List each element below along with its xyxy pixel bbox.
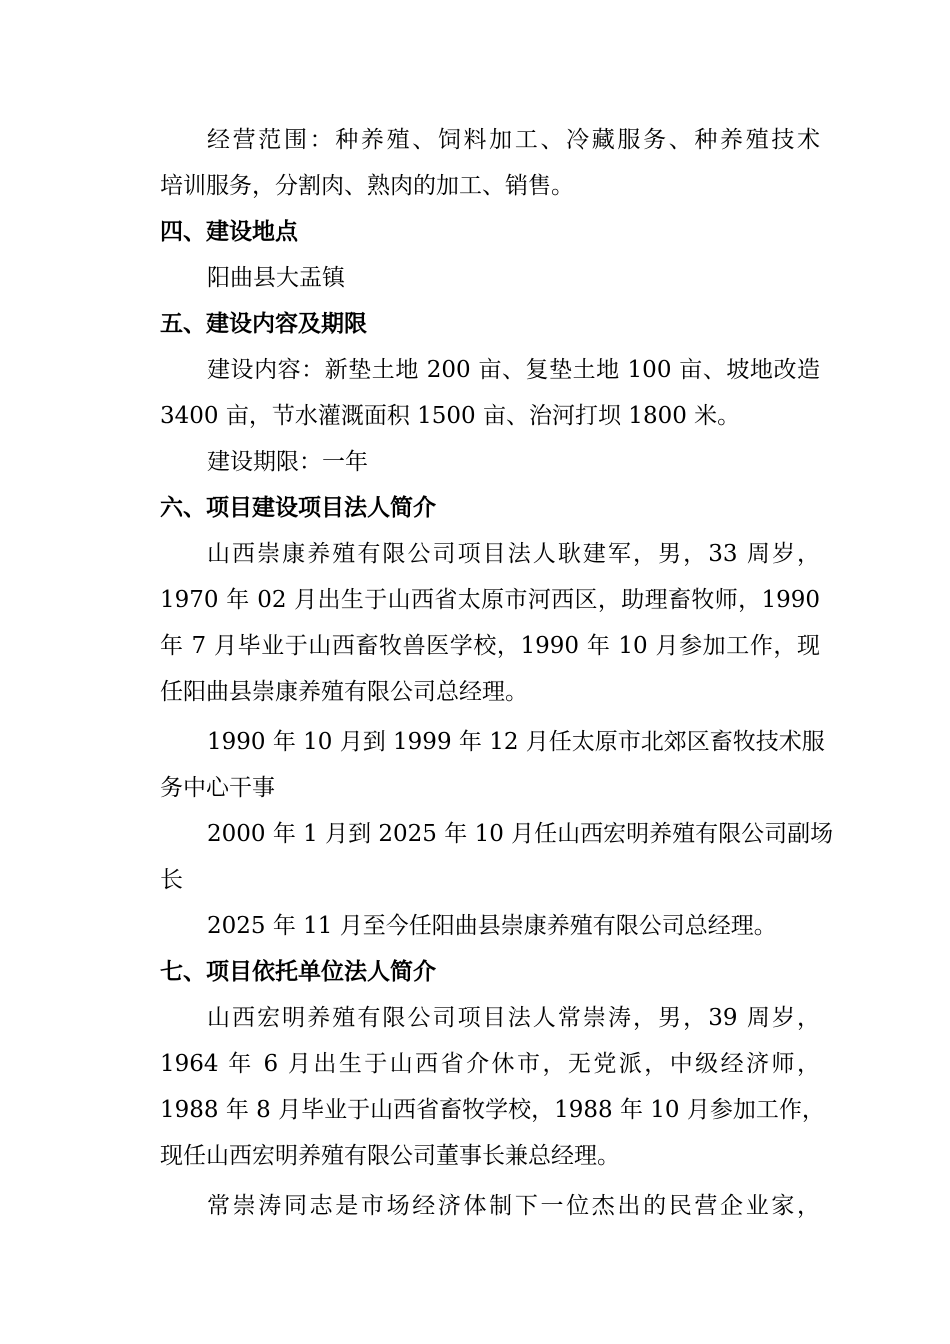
project-legal-person-line-3: 年 7 月毕业于山西畜牧兽医学校，1990 年 10 月参加工作，现: [160, 633, 820, 659]
resume-entry-3: 2025 年 11 月至今任阳曲县崇康养殖有限公司总经理。: [207, 913, 777, 939]
resume-entry-2-line-2: 长: [160, 867, 183, 893]
project-legal-person-line-4: 任阳曲县崇康养殖有限公司总经理。: [160, 679, 528, 705]
content-line-1: 建设内容：新垫土地 200 亩、复垫土地 100 亩、坡地改造: [207, 357, 820, 383]
location-text: 阳曲县大盂镇: [207, 265, 345, 291]
scope-line-2: 培训服务，分割肉、熟肉的加工、销售。: [160, 173, 574, 199]
content-line-2: 3400 亩，节水灌溉面积 1500 亩、治河打坝 1800 米。: [160, 403, 741, 429]
profile-paragraph-line-1: 常崇涛同志是市场经济体制下一位杰出的民营企业家，: [207, 1193, 820, 1219]
sponsor-legal-person-line-1: 山西宏明养殖有限公司项目法人常崇涛，男，39 周岁，: [207, 1005, 820, 1031]
section-heading-location: 四、建设地点: [160, 218, 298, 245]
sponsor-legal-person-line-2: 1964 年 6 月出生于山西省介休市，无党派，中级经济师，: [160, 1051, 820, 1077]
resume-entry-1-line-1: 1990 年 10 月到 1999 年 12 月任太原市北郊区畜牧技术服: [207, 729, 825, 755]
project-legal-person-line-1: 山西崇康养殖有限公司项目法人耿建军，男，33 周岁，: [207, 541, 820, 567]
section-heading-content: 五、建设内容及期限: [160, 310, 367, 337]
scope-line-1: 经营范围：种养殖、饲料加工、冷藏服务、种养殖技术: [207, 127, 820, 153]
resume-entry-1-line-2: 务中心干事: [160, 775, 275, 801]
period-text: 建设期限：一年: [207, 449, 368, 475]
project-legal-person-line-2: 1970 年 02 月出生于山西省太原市河西区，助理畜牧师，1990: [160, 587, 820, 613]
section-heading-sponsor-legal-person: 七、项目依托单位法人简介: [160, 958, 436, 985]
sponsor-legal-person-line-4: 现任山西宏明养殖有限公司董事长兼总经理。: [160, 1143, 620, 1169]
resume-entry-2-line-1: 2000 年 1 月到 2025 年 10 月任山西宏明养殖有限公司副场: [207, 821, 834, 847]
section-heading-project-legal-person: 六、项目建设项目法人简介: [160, 494, 436, 521]
sponsor-legal-person-line-3: 1988 年 8 月毕业于山西省畜牧学校，1988 年 10 月参加工作，: [160, 1097, 825, 1123]
